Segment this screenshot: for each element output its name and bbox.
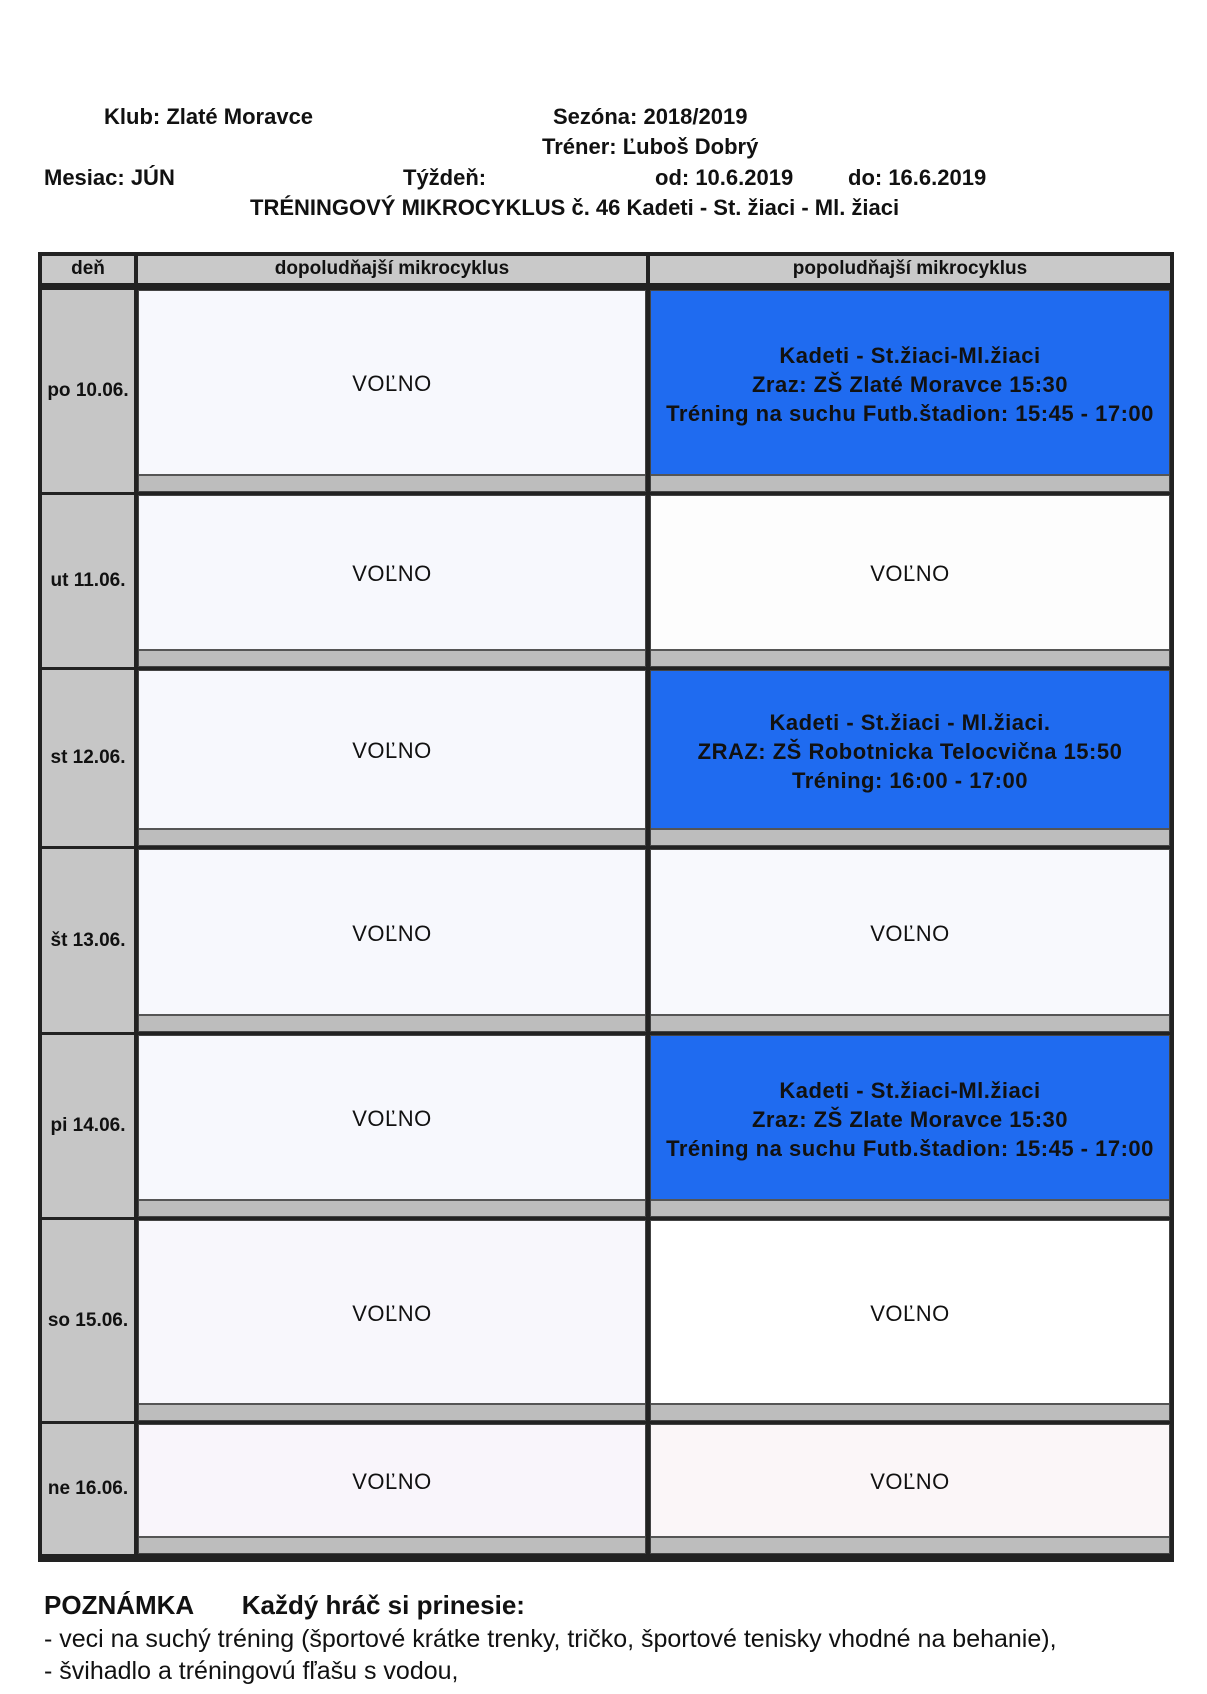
- row-footer-strip: [651, 649, 1169, 666]
- morning-text: VOĽNO: [352, 738, 432, 763]
- day-label: pi 14.06.: [42, 1035, 134, 1217]
- training-session: [650, 290, 1170, 492]
- training-line: Kadeti - St.žiaci-Ml.žiaci: [779, 1077, 1041, 1103]
- afternoon-slot: [650, 1424, 1170, 1554]
- note-line: - švihadlo a tréningovú fľašu s vodou,: [44, 1657, 459, 1685]
- afternoon-text: [870, 1301, 950, 1327]
- morning-text: VOĽNO: [352, 1300, 432, 1326]
- afternoon-text: [870, 1469, 950, 1495]
- afternoon-slot: [650, 495, 1170, 667]
- club-name: Klub: Zlaté Moravce: [104, 104, 314, 129]
- training-session: [650, 1035, 1170, 1217]
- page-title: TRÉNINGOVÝ MIKROCYKLUS č. 46 Kadeti - St. žiaci - Ml. žiaci: [250, 195, 900, 220]
- training-session: [650, 670, 1170, 846]
- morning-slot: [138, 290, 646, 492]
- training-line: Kadeti - St.žiaci-Ml.žiaci: [779, 342, 1041, 368]
- row-footer-strip: [651, 1536, 1169, 1553]
- day-label: št 13.06.: [42, 849, 134, 1032]
- afternoon-slot: [650, 1220, 1170, 1421]
- day-label: st 12.06.: [42, 670, 134, 846]
- training-line: Zraz: ZŠ Zlate Moravce 15:30: [751, 1106, 1068, 1132]
- day-label: ne 16.06.: [42, 1424, 134, 1554]
- row-footer-strip: [139, 828, 645, 845]
- training-line: Kadeti - St.žiaci - Ml.žiaci.: [769, 709, 1051, 735]
- column-header-morning: dopoludňajší mikrocyklus: [138, 256, 646, 286]
- row-footer-strip: [139, 1403, 645, 1420]
- morning-slot: [138, 1424, 646, 1554]
- note-heading: Každý hráč si prinesie:: [241, 1590, 525, 1620]
- note-line: - veci na suchý tréning (športové krátke trenky, tričko, športové tenisky vhodné na behanie),: [44, 1625, 1057, 1653]
- schedule-table: [38, 252, 1174, 1562]
- season: Sezóna: 2018/2019: [553, 104, 748, 129]
- morning-text: VOĽNO: [352, 561, 432, 586]
- row-footer-strip: [139, 474, 645, 491]
- morning-slot: [138, 1035, 646, 1217]
- training-line: Zraz: ZŠ Zlaté Moravce 15:30: [751, 371, 1068, 397]
- row-footer-strip: [139, 1536, 645, 1553]
- afternoon-text: [870, 921, 950, 947]
- note-label: POZNÁMKA: [44, 1590, 194, 1620]
- afternoon-text: [870, 561, 950, 587]
- note-section: [44, 1590, 525, 1621]
- afternoon-slot: [650, 849, 1170, 1032]
- date-from: od: 10.6.2019: [655, 165, 794, 190]
- morning-slot: [138, 670, 646, 846]
- coach-name: Tréner: Ľuboš Dobrý: [542, 134, 759, 159]
- morning-text: VOĽNO: [352, 920, 432, 946]
- training-line: Tréning na suchu Futb.štadion: 15:45 - 17:00: [666, 1135, 1154, 1161]
- row-footer-strip: [651, 474, 1169, 491]
- morning-slot: [138, 849, 646, 1032]
- training-line: ZRAZ: ZŠ Robotnicka Telocvična 15:50: [697, 738, 1123, 764]
- afternoon-text-line: VOĽNO: [870, 1300, 950, 1326]
- column-header-day: deň: [42, 256, 134, 286]
- morning-slot: [138, 495, 646, 667]
- row-footer-strip: [651, 1014, 1169, 1031]
- afternoon-text: [666, 1076, 1154, 1163]
- morning-text: VOĽNO: [352, 371, 432, 396]
- afternoon-text-line: VOĽNO: [870, 1469, 950, 1494]
- day-label: ut 11.06.: [42, 495, 134, 667]
- column-header-afternoon: popoludňajší mikrocyklus: [650, 256, 1170, 286]
- afternoon-text-line: VOĽNO: [870, 561, 950, 586]
- training-line: Tréning na suchu Futb.štadion: 15:45 - 17:00: [666, 400, 1154, 426]
- day-label: so 15.06.: [42, 1220, 134, 1421]
- afternoon-text: [666, 341, 1154, 428]
- row-footer-strip: [651, 828, 1169, 845]
- afternoon-text: [698, 708, 1123, 795]
- row-footer-strip: [139, 1199, 645, 1216]
- morning-text: VOĽNO: [352, 1469, 432, 1494]
- date-to: do: 16.6.2019: [848, 165, 987, 190]
- week-label: Týždeň:: [403, 165, 487, 190]
- row-footer-strip: [651, 1199, 1169, 1216]
- morning-slot: [138, 1220, 646, 1421]
- morning-text: VOĽNO: [352, 1106, 432, 1131]
- training-line: Tréning: 16:00 - 17:00: [792, 767, 1028, 793]
- month: Mesiac: JÚN: [44, 165, 175, 190]
- row-footer-strip: [139, 1014, 645, 1031]
- day-label: po 10.06.: [42, 290, 134, 492]
- row-footer-strip: [139, 649, 645, 666]
- row-footer-strip: [651, 1403, 1169, 1420]
- afternoon-text-line: VOĽNO: [870, 920, 950, 946]
